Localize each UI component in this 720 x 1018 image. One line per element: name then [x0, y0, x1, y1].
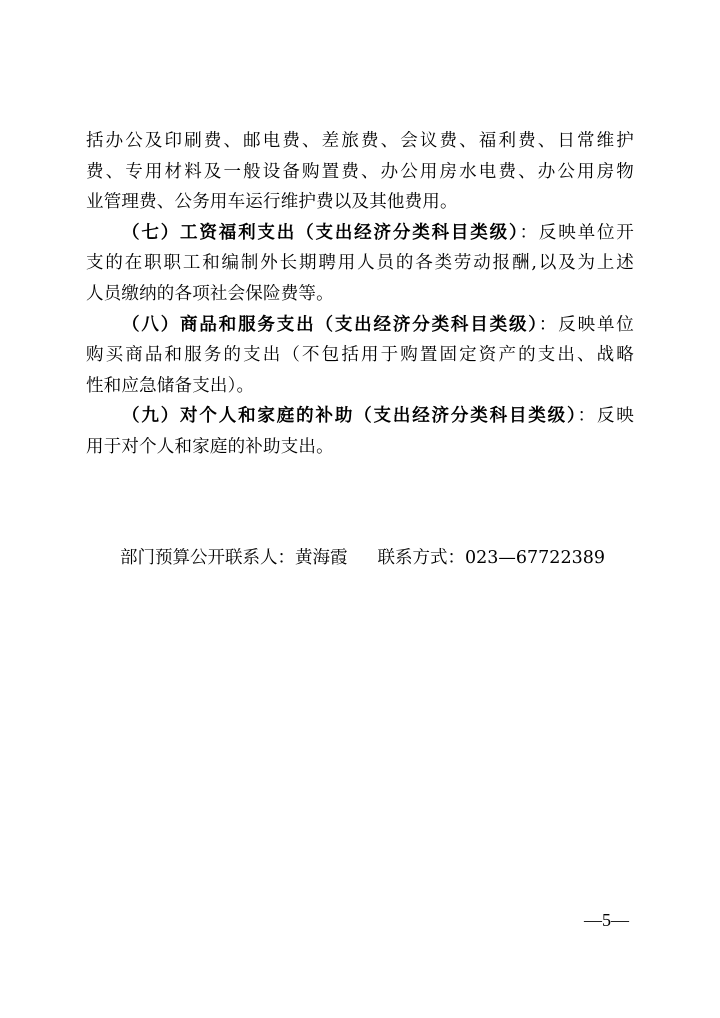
page-number: —5— — [584, 910, 629, 930]
contact-phone: 023—67722389 — [465, 548, 605, 568]
paragraph-item-8 — [86, 310, 634, 402]
item-heading: （九）对个人和家庭的补助（支出经济分类科目类级） — [122, 406, 578, 427]
text-line: 支的在职职工和编制外长期聘用人员的各类劳动报酬,以及为上述 — [86, 253, 634, 274]
item-text: ：反映单位开 — [519, 222, 635, 243]
text-line — [86, 401, 634, 432]
paragraph-item-7 — [86, 218, 634, 310]
document-body — [86, 126, 634, 463]
text-line — [86, 310, 634, 341]
item-heading: （八）商品和服务支出（支出经济分类科目类级） — [122, 314, 539, 335]
text-line: 性和应急储备支出）。 — [86, 375, 255, 396]
item-text: ：反映单位 — [538, 314, 634, 335]
text-line: 人员缴纳的各项社会保险费等。 — [86, 283, 334, 304]
text-line — [86, 218, 634, 249]
text-line: 购买商品和服务的支出（不包括用于购置固定资产的支出、战略 — [86, 345, 634, 366]
contact-person-label: 部门预算公开联系人： — [120, 548, 295, 568]
text-line: 业管理费、公务用车运行维护费以及其他费用。 — [86, 192, 458, 213]
text-line: 费、专用材料及一般设备购置费、办公用房水电费、办公用房物 — [86, 161, 634, 182]
paragraph-item-9 — [86, 401, 634, 462]
paragraph-continuation — [86, 126, 634, 218]
item-text: ：反映 — [577, 406, 634, 427]
contact-person-name: 黄海霞 — [295, 548, 348, 568]
text-line: 用于对个人和家庭的补助支出。 — [86, 436, 334, 457]
item-heading: （七）工资福利支出（支出经济分类科目类级） — [122, 222, 520, 243]
contact-info — [120, 544, 605, 572]
contact-method-label: 联系方式： — [377, 548, 465, 568]
text-line: 括办公及印刷费、邮电费、差旅费、会议费、福利费、日常维护 — [86, 131, 634, 151]
